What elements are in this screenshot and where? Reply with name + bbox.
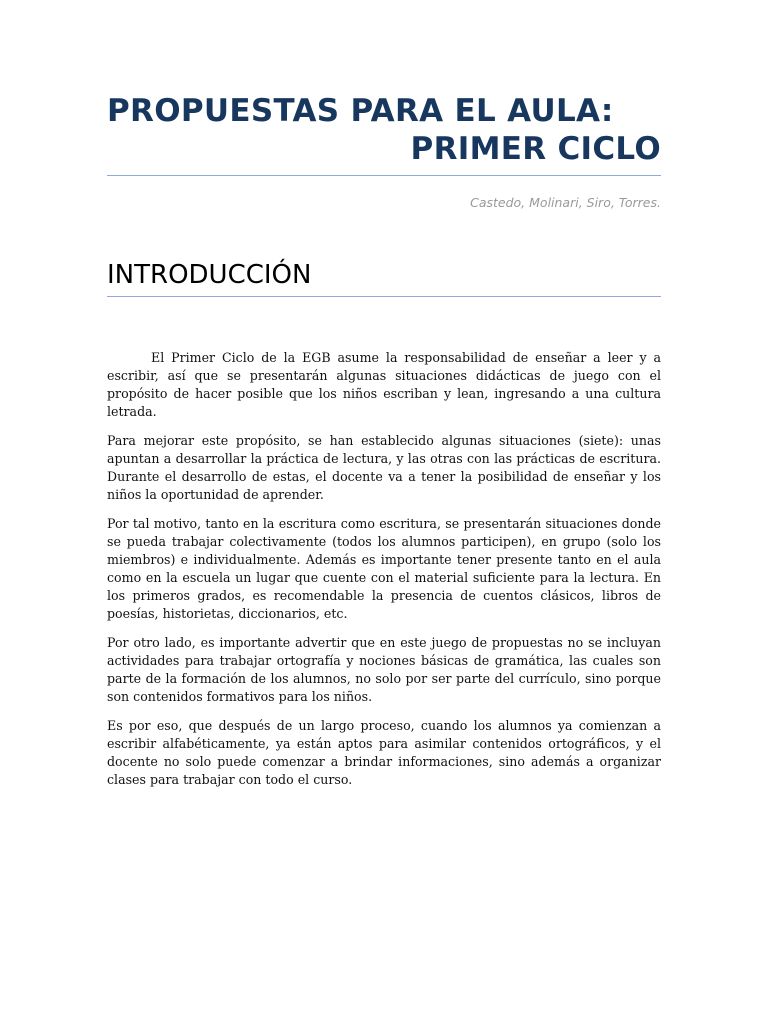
section-divider (107, 296, 661, 297)
paragraph-3: Por tal motivo, tanto en la escritura como escritura, se presentarán situaciones donde se pueda trabajar colectivamente (todos los alumnos participen), en grupo (solo los miembros) e individualmente. Además es importante tener presente tanto en el aula como en la escuela un lugar que cuente con el material suficiente para la lectura. En los primeros grados, es recomendable la presencia de cuentos clásicos, libros de poesías, historietas, diccionarios, etc. (107, 516, 661, 621)
paragraph-4: Por otro lado, es importante advertir que en este juego de propuestas no se incluyan actividades para trabajar ortografía y nociones básicas de gramática, las cuales son parte de la formación de los alumnos, no solo por ser parte del currículo, sino porque son contenidos formativos para los niños. (107, 635, 661, 704)
title-line-2: PRIMER CICLO (410, 131, 661, 167)
section-heading: INTRODUCCIÓN (107, 260, 312, 290)
authors-line: Castedo, Molinari, Siro, Torres. (470, 195, 661, 210)
body-text (107, 349, 661, 789)
paragraph-5: Es por eso, que después de un largo proceso, cuando los alumnos ya comienzan a escribir alfabéticamente, ya están aptos para asimilar contenidos ortográficos, y el docente no solo puede comenzar a brindar informaciones, sino además a organizar clases para trabajar con todo el curso. (107, 718, 661, 787)
document-content (107, 0, 661, 800)
title-divider (107, 175, 661, 176)
paragraph-2: Para mejorar este propósito, se han establecido algunas situaciones (siete): unas apuntan a desarrollar la práctica de lectura, y las otras con las prácticas de escritura. Durante el desarrollo de estas, el docente va a tener la posibilidad de enseñar y los niños la oportunidad de aprender. (107, 433, 661, 502)
document-title (107, 0, 661, 168)
paragraph-1: El Primer Ciclo de la EGB asume la responsabilidad de enseñar a leer y a escribir, así que se presentarán algunas situaciones didácticas de juego con el propósito de hacer posible que los niños escriban y lean, ingresando a una cultura letrada. (107, 350, 661, 419)
title-line-1: PROPUESTAS PARA EL AULA: (107, 93, 614, 129)
